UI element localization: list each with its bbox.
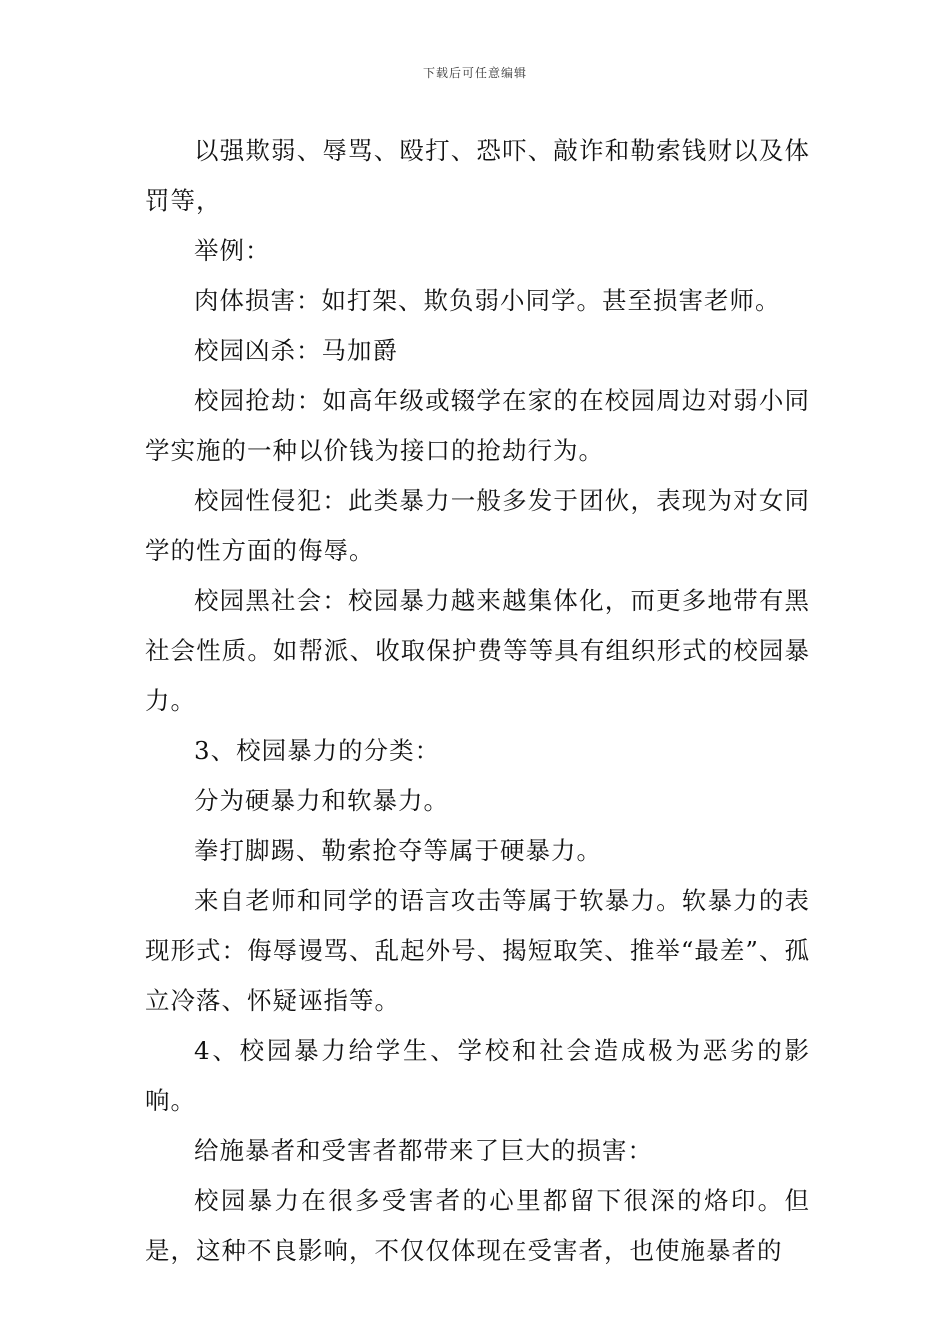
paragraph-hard-violence: 拳打脚踢、勒索抢夺等属于硬暴力。 (194, 836, 602, 865)
paragraph-hard-soft-violence: 分为硬暴力和软暴力。 (194, 786, 449, 815)
paragraph-sexual-assault: 校园性侵犯：此类暴力一般多发于团伙，表现为对女同学的性方面的侮辱。 (145, 486, 810, 565)
paragraph-soft-violence: 来自老师和同学的语言攻击等属于软暴力。软暴力的表现形式：侮辱谩骂、乱起外号、揭短取笑、推举“最差”、孤立冷落、怀疑诬指等。 (145, 886, 810, 1015)
paragraph-damage-intro: 给施暴者和受害者都带来了巨大的损害： (194, 1136, 653, 1165)
paragraph-section-4-heading: 4、校园暴力给学生、学校和社会造成极为恶劣的影响。 (145, 1036, 810, 1115)
paragraph-campus-robbery: 校园抢劫：如高年级或辍学在家的在校园周边对弱小同学实施的一种以价钱为接口的抢劫行为。 (145, 386, 810, 465)
paragraph-campus-murder: 校园凶杀：马加爵 (194, 336, 398, 365)
page-header: 下载后可任意编辑 (422, 66, 527, 80)
paragraph-lasting-impact: 校园暴力在很多受害者的心里都留下很深的烙印。但是，这种不良影响，不仅仅体现在受害者，也使施暴者的 (145, 1186, 810, 1265)
paragraph-physical-harm: 肉体损害：如打架、欺负弱小同学。甚至损害老师。 (194, 286, 781, 315)
paragraph-section-3-heading: 3、校园暴力的分类： (194, 736, 441, 765)
paragraph-bullying-forms: 以强欺弱、辱骂、殴打、恐吓、敲诈和勒索钱财以及体罚等， (145, 136, 810, 215)
document-body (145, 126, 810, 1276)
paragraph-examples-heading: 举例： (194, 236, 271, 265)
paragraph-campus-gangs: 校园黑社会：校园暴力越来越集体化，而更多地带有黑社会性质。如帮派、收取保护费等等具有组织形式的校园暴力。 (145, 586, 810, 715)
